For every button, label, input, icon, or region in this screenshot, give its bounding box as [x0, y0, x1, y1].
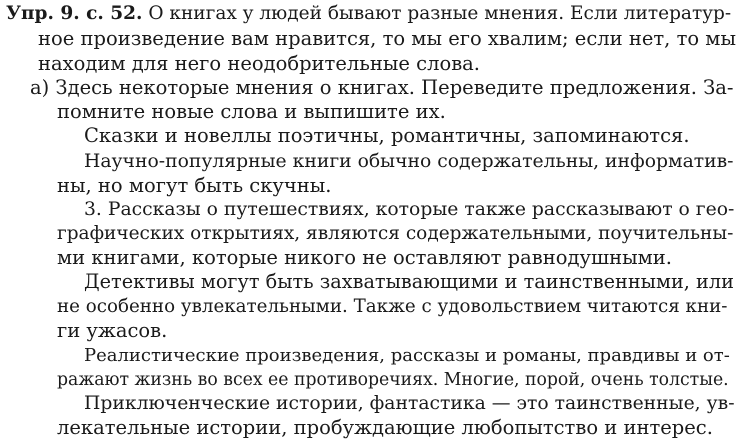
exercise-intro-line-2: ное произведение вам нравится, то мы его хвалим; если нет, то мы: [38, 27, 736, 50]
paragraph-detective-line-3: ги ужасов.: [57, 319, 168, 342]
exercise-number: Упр. 9. с. 52.: [6, 3, 143, 24]
intro-text-1: О книгах у людей бывают разные мнения. Если литератур-: [148, 3, 732, 24]
paragraph-detective-line-2: не особенно увлекательными. Также с удовольствием читаются кни-: [57, 296, 728, 317]
task-a-line-1: а) Здесь некоторые мнения о книгах. Переведите предложения. За-: [30, 76, 734, 99]
paragraph-popular-science-line-1: Научно-популярные книги обычно содержательны, информатив-: [84, 151, 734, 172]
paragraph-detective-line-1: Детективы могут быть захватывающими и таинственными, или: [84, 270, 734, 293]
paragraph-popular-science-line-2: ны, но могут быть скучны.: [57, 174, 332, 197]
paragraph-travel-line-1: 3. Рассказы о путешествиях, которые также рассказывают о гео-: [84, 199, 735, 220]
exercise-intro-line-1: [6, 2, 731, 26]
paragraph-adventure-line-2: лекательные истории, пробуждающие любопытство и интерес.: [57, 416, 713, 439]
task-a-line-2: помните новые слова и выпишите их.: [57, 100, 446, 123]
paragraph-fairy-tales: Сказки и новеллы поэтичны, романтичны, запоминаются.: [84, 124, 690, 147]
paragraph-realistic-line-1: Реалистические произведения, рассказы и романы, правдивы и от-: [84, 345, 730, 366]
exercise-intro-line-3: находим для него неодобрительные слова.: [38, 52, 480, 75]
paragraph-travel-line-2: графических открытиях, являются содержательными, поучительны-: [57, 223, 734, 244]
paragraph-realistic-line-2: ражают жизнь во всех ее противоречиях. Многие, порой, очень толстые.: [57, 370, 729, 390]
paragraph-travel-line-3: ми книгами, которые никого не оставляют равнодушными.: [57, 246, 672, 269]
paragraph-adventure-line-1: Приключенческие истории, фантастика — это таинственные, ув-: [84, 393, 735, 414]
